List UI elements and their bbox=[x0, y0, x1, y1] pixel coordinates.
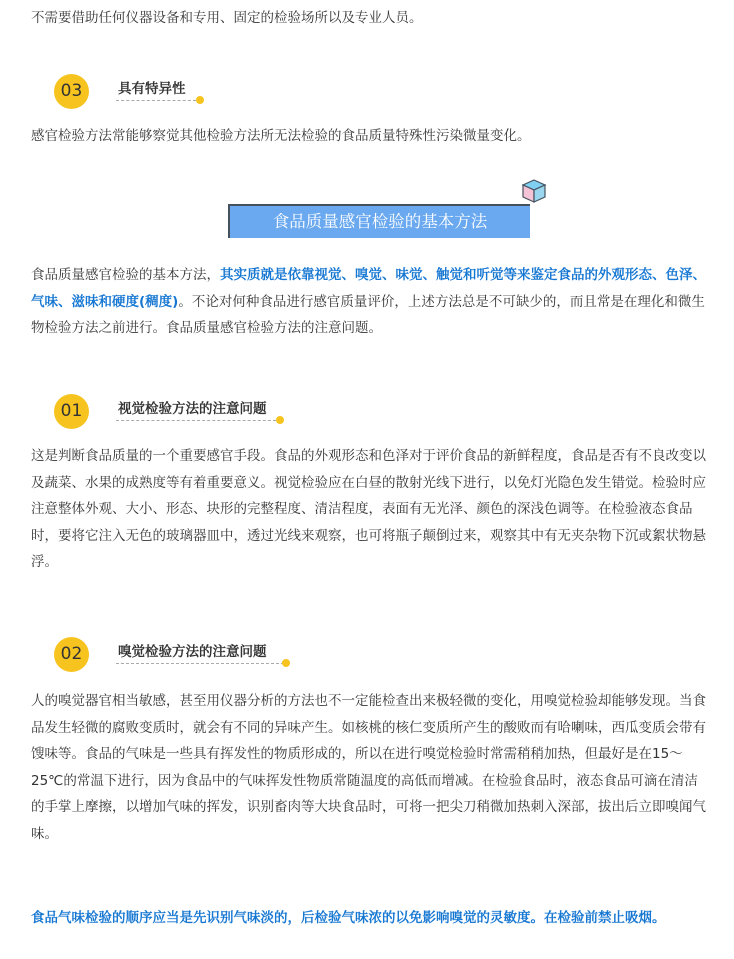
section-banner: 食品质量感官检验的基本方法 bbox=[228, 204, 530, 238]
section-01-text: 这是判断食品质量的一个重要感官手段。食品的外观形态和色泽对于评价食品的新鲜程度，食品是否有不良改变以及蔬菜、水果的成熟度等有着重要意义。视觉检验应在白昼的散射光线下进行，以免灯光隐色发生错觉。检验时应注意整体外观、大小、形态、块形的完整程度、清洁程度，表面有无光泽、颜色的深浅色调等。在检验液态食品时，要将它注入无色的玻璃器皿中，透过光线来观察，也可将瓶子颠倒过来，观察其中有无夹杂物下沉或絮状物悬浮。 bbox=[31, 448, 706, 570]
title-underline bbox=[116, 663, 284, 664]
section-02-text: 人的嗅觉器官相当敏感，甚至用仪器分析的方法也不一定能检查出来极轻微的变化，用嗅觉检验却能够发现。当食品发生轻微的腐败变质时，就会有不同的异味产生。如核桃的核仁变质所产生的酸败而有哈喇味，西瓜变质会带有馊味等。食品的气味是一些具有挥发性的物质形成的，所以在进行嗅觉检验时常需稍稍加热，但最好是在15～25℃的常温下进行，因为食品中的气味挥发性物质常随温度的高低而增减。在检验食品时，液态食品可滴在清洁的手掌上摩擦，以增加气味的挥发，识别畜肉等大块食品时，可将一把尖刀稍微加热刺入深部，拔出后立即嗅闻气味。 bbox=[31, 693, 706, 842]
section-heading-02 bbox=[54, 637, 294, 677]
underline-dot-icon bbox=[196, 96, 204, 104]
underline-dot-icon bbox=[276, 416, 284, 424]
cube-icon bbox=[521, 178, 547, 204]
underline-dot-icon bbox=[282, 659, 290, 667]
basic-method-rest: 。不论对何种食品进行感官质量评价，上述方法总是不可缺少的，而且常是在理化和微生物检验方法之前进行。食品质量感官检验方法的注意问题。 bbox=[31, 293, 705, 336]
section-number-badge: 03 bbox=[54, 74, 89, 109]
section-heading-01 bbox=[54, 394, 284, 434]
title-underline bbox=[116, 100, 196, 101]
basic-method-lead: 食品质量感官检验的基本方法， bbox=[31, 267, 220, 283]
section-heading-03 bbox=[54, 74, 214, 114]
title-underline bbox=[116, 420, 276, 421]
basic-method-highlight: 其实质就是依靠视觉、嗅觉、味觉、触觉和听觉等来鉴定食品的外观形态、色泽、气味、滋味和硬度(稠度) bbox=[31, 267, 706, 310]
section-title: 嗅觉检验方法的注意问题 bbox=[118, 644, 267, 660]
intro-line: 不需要借助任何仪器设备和专用、固定的检验场所以及专业人员。 bbox=[31, 10, 423, 26]
basic-method-text bbox=[31, 262, 711, 342]
section-03-text: 感官检验方法常能够察觉其他检验方法所无法检验的食品质量特殊性污染微量变化。 bbox=[31, 128, 531, 144]
section-number-badge: 01 bbox=[54, 394, 89, 429]
final-note: 食品气味检验的顺序应当是先识别气味淡的，后检验气味浓的以免影响嗅觉的灵敏度。在检验前禁止吸烟。 bbox=[31, 910, 666, 926]
section-number-badge: 02 bbox=[54, 637, 89, 672]
section-title: 具有特异性 bbox=[118, 81, 186, 97]
section-title: 视觉检验方法的注意问题 bbox=[118, 401, 267, 417]
